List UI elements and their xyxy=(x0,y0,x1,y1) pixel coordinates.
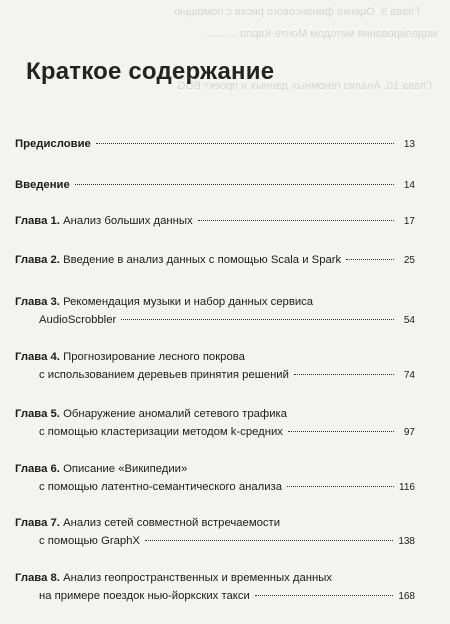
entry-title-continued: с помощью GraphX xyxy=(39,535,140,547)
show-through-text: Глава 9. Оценка финансового риска с помощью моделирования методом Монте-Карло .......... Глава 10. Анализ геномных данных и проект BDG xyxy=(174,6,438,92)
dot-leader xyxy=(145,540,393,541)
page-number: 116 xyxy=(399,482,415,493)
toc-entry-chapter-5[interactable] xyxy=(15,405,415,441)
entry-title: Введение xyxy=(15,179,70,191)
entry-title: Предисловие xyxy=(15,138,91,150)
dot-leader xyxy=(287,486,394,487)
entry-title-continued: с помощью кластеризации методом k-средних xyxy=(39,426,283,438)
dot-leader xyxy=(75,184,394,185)
dot-leader xyxy=(346,259,394,260)
page-number: 25 xyxy=(403,255,415,266)
page-title: Краткое содержание xyxy=(26,58,275,85)
toc-entry-introduction[interactable] xyxy=(15,176,415,194)
entry-title: Глава 6. Описание «Википедии» xyxy=(15,463,188,475)
page-number: 17 xyxy=(403,216,415,227)
entry-title-continued: на примере поездок нью-йоркских такси xyxy=(39,590,250,602)
page-number: 138 xyxy=(398,536,415,547)
chapter-number: Глава 7. xyxy=(15,517,60,529)
chapter-number: Глава 5. xyxy=(15,408,60,420)
chapter-number: Глава 8. xyxy=(15,572,60,584)
entry-title-continued: AudioScrobbler xyxy=(39,314,117,326)
chapter-number: Глава 6. xyxy=(15,463,60,475)
toc-entry-chapter-8[interactable] xyxy=(15,569,415,605)
dot-leader xyxy=(121,319,394,320)
toc-entry-chapter-6[interactable] xyxy=(15,460,415,496)
toc-entry-chapter-7[interactable] xyxy=(15,514,415,550)
toc-entry-chapter-3[interactable] xyxy=(15,293,415,329)
dot-leader xyxy=(294,374,394,375)
dot-leader xyxy=(96,143,394,144)
chapter-number: Глава 3. xyxy=(15,296,60,308)
toc-entry-chapter-2[interactable] xyxy=(15,251,415,269)
page-number: 54 xyxy=(403,315,415,326)
entry-title: Глава 7. Анализ сетей совместной встречаемости xyxy=(15,517,281,529)
toc-entry-chapter-4[interactable] xyxy=(15,348,415,384)
chapter-number: Глава 1. xyxy=(15,215,60,227)
entry-title: Глава 3. Рекомендация музыки и набор данных сервиса xyxy=(15,296,314,308)
table-of-contents xyxy=(15,0,415,624)
entry-title-continued: с помощью латентно-семантического анализа xyxy=(39,481,283,493)
chapter-number: Глава 4. xyxy=(15,351,60,363)
entry-title: Глава 1. Анализ больших данных xyxy=(15,215,193,227)
page-number: 168 xyxy=(398,591,415,602)
page-number: 97 xyxy=(403,427,415,438)
page-number: 14 xyxy=(403,180,415,191)
entry-title: Глава 5. Обнаружение аномалий сетевого трафика xyxy=(15,408,287,420)
entry-title-continued: с использованием деревьев принятия решений xyxy=(39,369,289,381)
entry-title: Глава 4. Прогнозирование лесного покрова xyxy=(15,351,245,363)
entry-title: Глава 8. Анализ геопространственных и временных данных xyxy=(15,572,333,584)
dot-leader xyxy=(255,595,394,596)
toc-entry-chapter-1[interactable] xyxy=(15,212,415,230)
dot-leader xyxy=(288,431,394,432)
page-number: 74 xyxy=(403,370,415,381)
page-number: 13 xyxy=(403,139,415,150)
entry-title: Глава 2. Введение в анализ данных с помощью Scala и Spark xyxy=(15,254,342,266)
chapter-number: Глава 2. xyxy=(15,254,60,266)
dot-leader xyxy=(198,220,394,221)
toc-entry-preface[interactable] xyxy=(15,135,415,153)
